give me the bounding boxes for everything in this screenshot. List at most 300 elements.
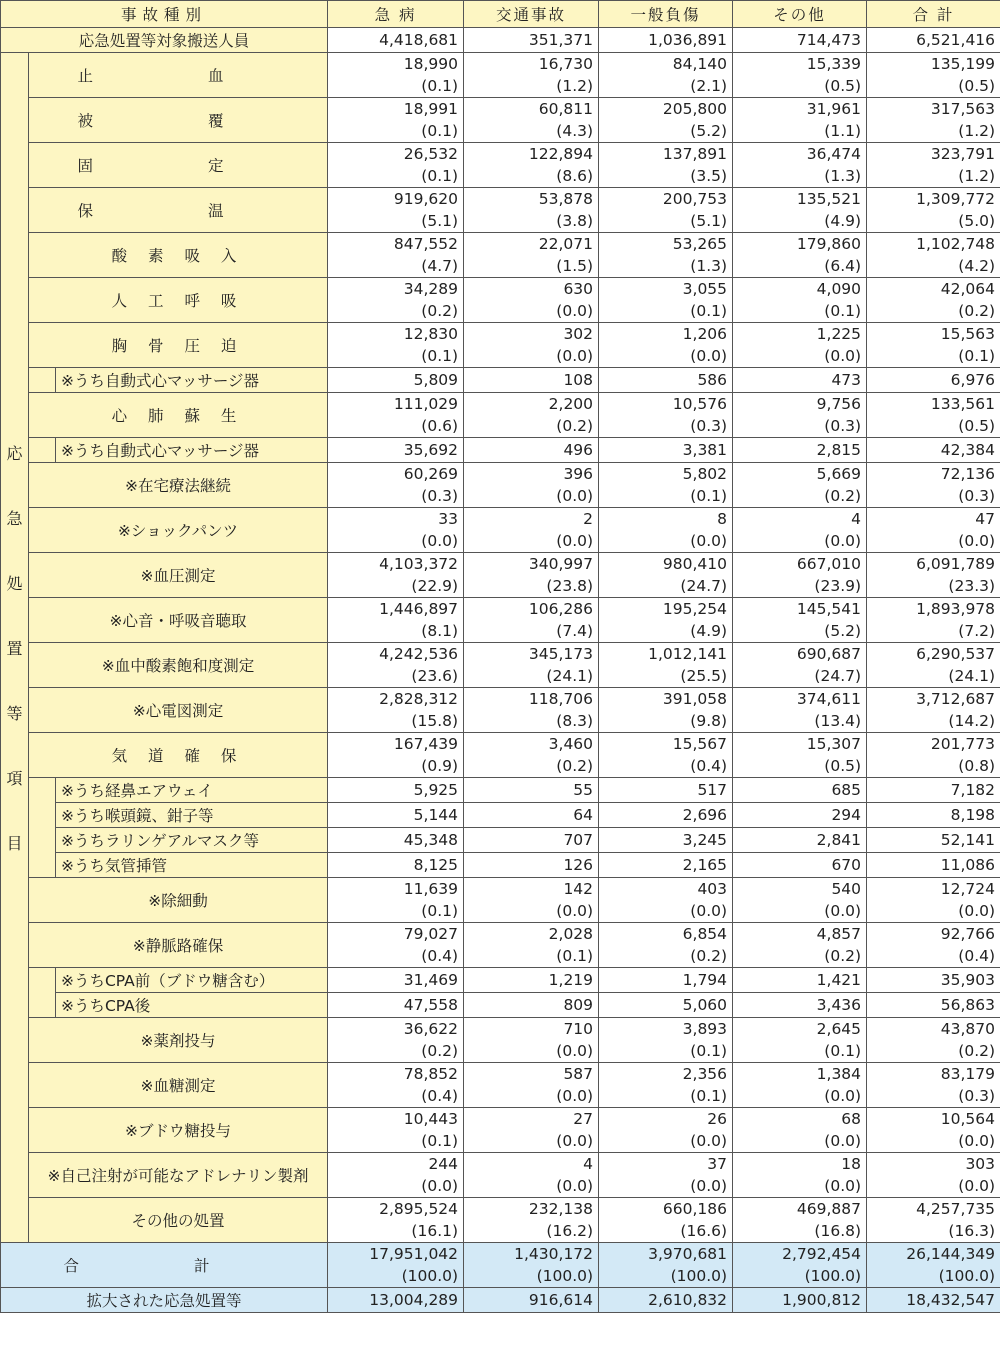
value-cell	[733, 98, 867, 143]
percent-value: (0.3)	[958, 487, 996, 505]
sub-treatment-label: ※うち自動式心マッサージ器	[56, 438, 328, 463]
count-value: 690,687	[796, 645, 862, 663]
value-cell	[464, 598, 599, 643]
value-cell	[599, 1063, 733, 1108]
percent-value: (1.1)	[824, 122, 862, 140]
percent-value: (0.4)	[690, 757, 728, 775]
count-value: 5,060	[682, 996, 728, 1014]
count-value: 133,561	[930, 395, 996, 413]
treatment-label: 胸 骨 圧 迫	[29, 323, 328, 368]
count-value: 4,857	[816, 925, 862, 943]
value-cell	[328, 1288, 464, 1313]
count-value: 345,173	[528, 645, 594, 663]
count-value: 4	[851, 510, 862, 528]
count-value: 205,800	[662, 100, 728, 118]
value-cell	[867, 368, 1000, 393]
value-cell	[328, 188, 464, 233]
percent-value: (4.9)	[824, 212, 862, 230]
percent-value: (22.9)	[411, 577, 459, 595]
value-cell	[328, 393, 464, 438]
count-value: 1,421	[816, 971, 862, 989]
value-cell	[867, 188, 1000, 233]
percent-value: (4.2)	[958, 257, 996, 275]
percent-value: (24.1)	[546, 667, 594, 685]
value-cell	[328, 438, 464, 463]
count-value: 5,802	[682, 465, 728, 483]
percent-value: (24.1)	[948, 667, 996, 685]
value-cell	[464, 803, 599, 828]
treatment-row	[1, 1018, 1000, 1063]
value-cell	[464, 1153, 599, 1198]
treatment-row	[1, 1063, 1000, 1108]
value-cell	[867, 778, 1000, 803]
treatment-label: ※血中酸素飽和度測定	[29, 643, 328, 688]
sub-treatment-label: ※うちCPA前（ブドウ糖含む）	[56, 968, 328, 993]
count-value: 4,242,536	[379, 645, 459, 663]
count-value: 340,997	[528, 555, 594, 573]
percent-value: (6.4)	[824, 257, 862, 275]
value-cell	[328, 1018, 464, 1063]
value-cell	[733, 778, 867, 803]
value-cell	[464, 1018, 599, 1063]
percent-value: (1.2)	[958, 167, 996, 185]
value-cell	[733, 643, 867, 688]
percent-value: (0.0)	[556, 1042, 594, 1060]
value-cell	[599, 98, 733, 143]
transport-value: 6,521,416	[867, 28, 1000, 53]
count-value: 31,961	[806, 100, 862, 118]
percent-value: (0.2)	[556, 417, 594, 435]
value-cell	[464, 778, 599, 803]
percent-value: (0.0)	[421, 1177, 459, 1195]
count-value: 8	[717, 510, 728, 528]
value-cell	[733, 923, 867, 968]
count-value: 517	[697, 781, 728, 799]
value-cell	[464, 733, 599, 778]
count-value: 7,182	[950, 781, 996, 799]
count-value: 9,756	[816, 395, 862, 413]
percent-value: (0.0)	[556, 1177, 594, 1195]
indent-cell	[29, 968, 56, 993]
percent-value: (0.0)	[824, 347, 862, 365]
count-value: 201,773	[930, 735, 996, 753]
percent-value: (25.5)	[680, 667, 728, 685]
value-cell	[328, 1063, 464, 1108]
count-value: 5,925	[413, 781, 459, 799]
count-value: 36,622	[403, 1020, 459, 1038]
percent-value: (16.8)	[814, 1222, 862, 1240]
percent-value: (0.0)	[690, 347, 728, 365]
sub-treatment-row	[1, 438, 1000, 463]
value-cell	[733, 278, 867, 323]
percent-value: (0.0)	[556, 1087, 594, 1105]
count-value: 52,141	[940, 831, 996, 849]
percent-value: (0.1)	[958, 347, 996, 365]
percent-value: (5.0)	[958, 212, 996, 230]
value-cell	[733, 968, 867, 993]
percent-value: (8.1)	[421, 622, 459, 640]
value-cell	[867, 1288, 1000, 1313]
count-value: 135,521	[796, 190, 862, 208]
count-value: 37	[707, 1155, 728, 1173]
value-cell	[867, 803, 1000, 828]
value-cell	[328, 828, 464, 853]
value-cell	[733, 688, 867, 733]
count-value: 232,138	[528, 1200, 594, 1218]
percent-value: (5.1)	[421, 212, 459, 230]
count-value: 26,144,349	[906, 1245, 996, 1263]
percent-value: (0.1)	[690, 1087, 728, 1105]
value-cell	[867, 393, 1000, 438]
count-value: 847,552	[393, 235, 459, 253]
count-value: 108	[563, 371, 594, 389]
count-value: 1,893,978	[916, 600, 996, 618]
percent-value: (0.5)	[958, 417, 996, 435]
percent-value: (5.2)	[690, 122, 728, 140]
percent-value: (0.2)	[421, 302, 459, 320]
value-cell	[733, 1063, 867, 1108]
value-cell	[733, 803, 867, 828]
treatment-label: ※血圧測定	[29, 553, 328, 598]
percent-value: (0.0)	[958, 1177, 996, 1195]
value-cell	[599, 553, 733, 598]
count-value: 2,200	[548, 395, 594, 413]
count-value: 2,895,524	[379, 1200, 459, 1218]
count-value: 2,028	[548, 925, 594, 943]
percent-value: (3.5)	[690, 167, 728, 185]
value-cell	[733, 508, 867, 553]
transport-value: 1,036,891	[599, 28, 733, 53]
value-cell	[328, 143, 464, 188]
value-cell	[867, 1243, 1000, 1288]
value-cell	[733, 553, 867, 598]
count-value: 3,245	[682, 831, 728, 849]
treatment-row	[1, 1198, 1000, 1243]
treatment-label: ※血糖測定	[29, 1063, 328, 1108]
value-cell	[599, 778, 733, 803]
count-value: 2,610,832	[648, 1291, 728, 1309]
treatment-label: ※自己注射が可能なアドレナリン製剤	[29, 1153, 328, 1198]
side-label-char: 項	[6, 769, 23, 788]
count-value: 12,830	[403, 325, 459, 343]
value-cell	[328, 53, 464, 98]
count-value: 587	[563, 1065, 594, 1083]
side-label-char: 目	[6, 834, 23, 853]
value-cell	[328, 853, 464, 878]
count-value: 18	[841, 1155, 862, 1173]
count-value: 15,563	[940, 325, 996, 343]
value-cell	[464, 233, 599, 278]
value-cell	[599, 463, 733, 508]
value-cell	[464, 368, 599, 393]
percent-value: (0.0)	[690, 1177, 728, 1195]
percent-value: (16.3)	[948, 1222, 996, 1240]
count-value: 10,576	[672, 395, 728, 413]
percent-value: (0.0)	[556, 302, 594, 320]
count-value: 244	[428, 1155, 459, 1173]
count-value: 1,225	[816, 325, 862, 343]
value-cell	[328, 733, 464, 778]
value-cell	[867, 1018, 1000, 1063]
treatment-row	[1, 508, 1000, 553]
value-cell	[733, 188, 867, 233]
value-cell	[733, 878, 867, 923]
transport-value: 351,371	[464, 28, 599, 53]
treatment-label: 酸 素 吸 入	[29, 233, 328, 278]
sub-treatment-row	[1, 778, 1000, 803]
percent-value: (0.2)	[824, 487, 862, 505]
percent-value: (0.1)	[421, 167, 459, 185]
side-label-chars	[1, 441, 28, 854]
value-cell	[599, 393, 733, 438]
treatment-row	[1, 733, 1000, 778]
count-value: 685	[831, 781, 862, 799]
count-value: 34,289	[403, 280, 459, 298]
percent-value: (1.5)	[556, 257, 594, 275]
value-cell	[328, 368, 464, 393]
value-cell	[328, 803, 464, 828]
percent-value: (5.2)	[824, 622, 862, 640]
value-cell	[464, 853, 599, 878]
percent-value: (7.4)	[556, 622, 594, 640]
percent-value: (2.1)	[690, 77, 728, 95]
count-value: 35,692	[403, 441, 459, 459]
sub-treatment-label: ※うち気管挿管	[56, 853, 328, 878]
percent-value: (0.0)	[690, 1132, 728, 1150]
side-label	[1, 53, 29, 1243]
indent-cell	[29, 778, 56, 803]
percent-value: (0.1)	[421, 122, 459, 140]
value-cell	[328, 553, 464, 598]
value-cell	[328, 993, 464, 1018]
value-cell	[867, 508, 1000, 553]
count-value: 4,257,735	[916, 1200, 996, 1218]
count-value: 302	[563, 325, 594, 343]
value-cell	[867, 323, 1000, 368]
value-cell	[599, 508, 733, 553]
sub-treatment-label: ※うち喉頭鏡、鉗子等	[56, 803, 328, 828]
count-value: 8,125	[413, 856, 459, 874]
count-value: 179,860	[796, 235, 862, 253]
value-cell	[328, 98, 464, 143]
count-value: 106,286	[528, 600, 594, 618]
value-cell	[733, 1243, 867, 1288]
total-label: 合 計	[1, 1243, 328, 1288]
count-value: 26	[707, 1110, 728, 1128]
indent-cell	[29, 803, 56, 828]
count-value: 1,430,172	[514, 1245, 594, 1263]
treatment-row	[1, 1108, 1000, 1153]
count-value: 22,071	[538, 235, 594, 253]
treatment-row	[1, 1153, 1000, 1198]
value-cell	[733, 1108, 867, 1153]
count-value: 2,165	[682, 856, 728, 874]
count-value: 496	[563, 441, 594, 459]
count-value: 47	[975, 510, 996, 528]
count-value: 12,724	[940, 880, 996, 898]
value-cell	[867, 993, 1000, 1018]
count-value: 6,091,789	[916, 555, 996, 573]
count-value: 26,532	[403, 145, 459, 163]
count-value: 3,460	[548, 735, 594, 753]
percent-value: (1.2)	[556, 77, 594, 95]
treatment-label: ※除細動	[29, 878, 328, 923]
percent-value: (8.6)	[556, 167, 594, 185]
percent-value: (9.8)	[690, 712, 728, 730]
percent-value: (0.3)	[958, 1087, 996, 1105]
percent-value: (8.3)	[556, 712, 594, 730]
sub-treatment-row	[1, 828, 1000, 853]
value-cell	[599, 828, 733, 853]
percent-value: (100.0)	[804, 1267, 862, 1285]
treatment-row	[1, 688, 1000, 733]
count-value: 303	[965, 1155, 996, 1173]
count-value: 79,027	[403, 925, 459, 943]
value-cell	[867, 968, 1000, 993]
percent-value: (14.2)	[948, 712, 996, 730]
value-cell	[867, 598, 1000, 643]
table-body	[1, 1, 1000, 1313]
percent-value: (100.0)	[938, 1267, 996, 1285]
value-cell	[733, 323, 867, 368]
count-value: 1,219	[548, 971, 594, 989]
treatment-row	[1, 643, 1000, 688]
percent-value: (0.0)	[958, 532, 996, 550]
count-value: 83,179	[940, 1065, 996, 1083]
treatment-label: ※静脈路確保	[29, 923, 328, 968]
count-value: 60,811	[538, 100, 594, 118]
value-cell	[599, 1198, 733, 1243]
header-col-sonota: その他	[733, 1, 867, 28]
value-cell	[599, 598, 733, 643]
treatment-label: ※薬剤投与	[29, 1018, 328, 1063]
percent-value: (0.4)	[421, 1087, 459, 1105]
value-cell	[867, 923, 1000, 968]
indent-cell	[29, 993, 56, 1018]
value-cell	[599, 853, 733, 878]
value-cell	[733, 993, 867, 1018]
value-cell	[733, 828, 867, 853]
percent-value: (0.2)	[556, 757, 594, 775]
count-value: 36,474	[806, 145, 862, 163]
value-cell	[867, 53, 1000, 98]
percent-value: (16.6)	[680, 1222, 728, 1240]
percent-value: (100.0)	[670, 1267, 728, 1285]
header-col-kotsu: 交通事故	[464, 1, 599, 28]
value-cell	[599, 1108, 733, 1153]
value-cell	[733, 438, 867, 463]
value-cell	[328, 1153, 464, 1198]
value-cell	[733, 463, 867, 508]
value-cell	[599, 803, 733, 828]
percent-value: (23.3)	[948, 577, 996, 595]
value-cell	[867, 643, 1000, 688]
value-cell	[599, 368, 733, 393]
count-value: 2,696	[682, 806, 728, 824]
treatment-row	[1, 393, 1000, 438]
percent-value: (4.7)	[421, 257, 459, 275]
percent-value: (23.8)	[546, 577, 594, 595]
treatment-row	[1, 278, 1000, 323]
count-value: 1,309,772	[916, 190, 996, 208]
treatment-label: その他の処置	[29, 1198, 328, 1243]
treatment-row	[1, 188, 1000, 233]
percent-value: (0.0)	[824, 1087, 862, 1105]
value-cell	[328, 1198, 464, 1243]
percent-value: (0.0)	[556, 347, 594, 365]
count-value: 10,564	[940, 1110, 996, 1128]
count-value: 200,753	[662, 190, 728, 208]
percent-value: (0.2)	[958, 1042, 996, 1060]
value-cell	[733, 598, 867, 643]
count-value: 10,443	[403, 1110, 459, 1128]
percent-value: (0.0)	[824, 1177, 862, 1195]
percent-value: (0.2)	[421, 1042, 459, 1060]
percent-value: (0.4)	[421, 947, 459, 965]
percent-value: (24.7)	[680, 577, 728, 595]
value-cell	[328, 878, 464, 923]
percent-value: (0.1)	[690, 487, 728, 505]
indent-cell	[29, 828, 56, 853]
count-value: 18,990	[403, 55, 459, 73]
extended-row	[1, 1288, 1000, 1313]
count-value: 8,198	[950, 806, 996, 824]
value-cell	[464, 878, 599, 923]
sub-treatment-row	[1, 368, 1000, 393]
side-label-char: 等	[6, 704, 23, 723]
percent-value: (16.2)	[546, 1222, 594, 1240]
value-cell	[464, 508, 599, 553]
count-value: 17,951,042	[369, 1245, 459, 1263]
percent-value: (0.0)	[824, 902, 862, 920]
sub-treatment-label: ※うちラリンゲアルマスク等	[56, 828, 328, 853]
count-value: 3,893	[682, 1020, 728, 1038]
treatment-label: 保 温	[29, 188, 328, 233]
count-value: 1,012,141	[648, 645, 728, 663]
treatment-row	[1, 598, 1000, 643]
percent-value: (0.0)	[824, 532, 862, 550]
percent-value: (0.0)	[421, 532, 459, 550]
count-value: 5,809	[413, 371, 459, 389]
count-value: 53,878	[538, 190, 594, 208]
value-cell	[867, 733, 1000, 778]
value-cell	[328, 323, 464, 368]
treatment-row	[1, 53, 1000, 98]
treatment-label: ※ショックパンツ	[29, 508, 328, 553]
count-value: 5,669	[816, 465, 862, 483]
percent-value: (0.0)	[556, 487, 594, 505]
value-cell	[599, 1153, 733, 1198]
value-cell	[599, 188, 733, 233]
count-value: 55	[573, 781, 594, 799]
percent-value: (0.5)	[824, 757, 862, 775]
percent-value: (16.1)	[411, 1222, 459, 1240]
count-value: 43,870	[940, 1020, 996, 1038]
count-value: 317,563	[930, 100, 996, 118]
percent-value: (0.0)	[690, 902, 728, 920]
treatment-label: 被 覆	[29, 98, 328, 143]
percent-value: (0.3)	[690, 417, 728, 435]
value-cell	[599, 878, 733, 923]
side-label-char: 置	[6, 639, 23, 658]
value-cell	[464, 1288, 599, 1313]
value-cell	[464, 323, 599, 368]
percent-value: (24.7)	[814, 667, 862, 685]
count-value: 145,541	[796, 600, 862, 618]
treatment-label: 止 血	[29, 53, 328, 98]
value-cell	[867, 553, 1000, 598]
percent-value: (0.2)	[958, 302, 996, 320]
